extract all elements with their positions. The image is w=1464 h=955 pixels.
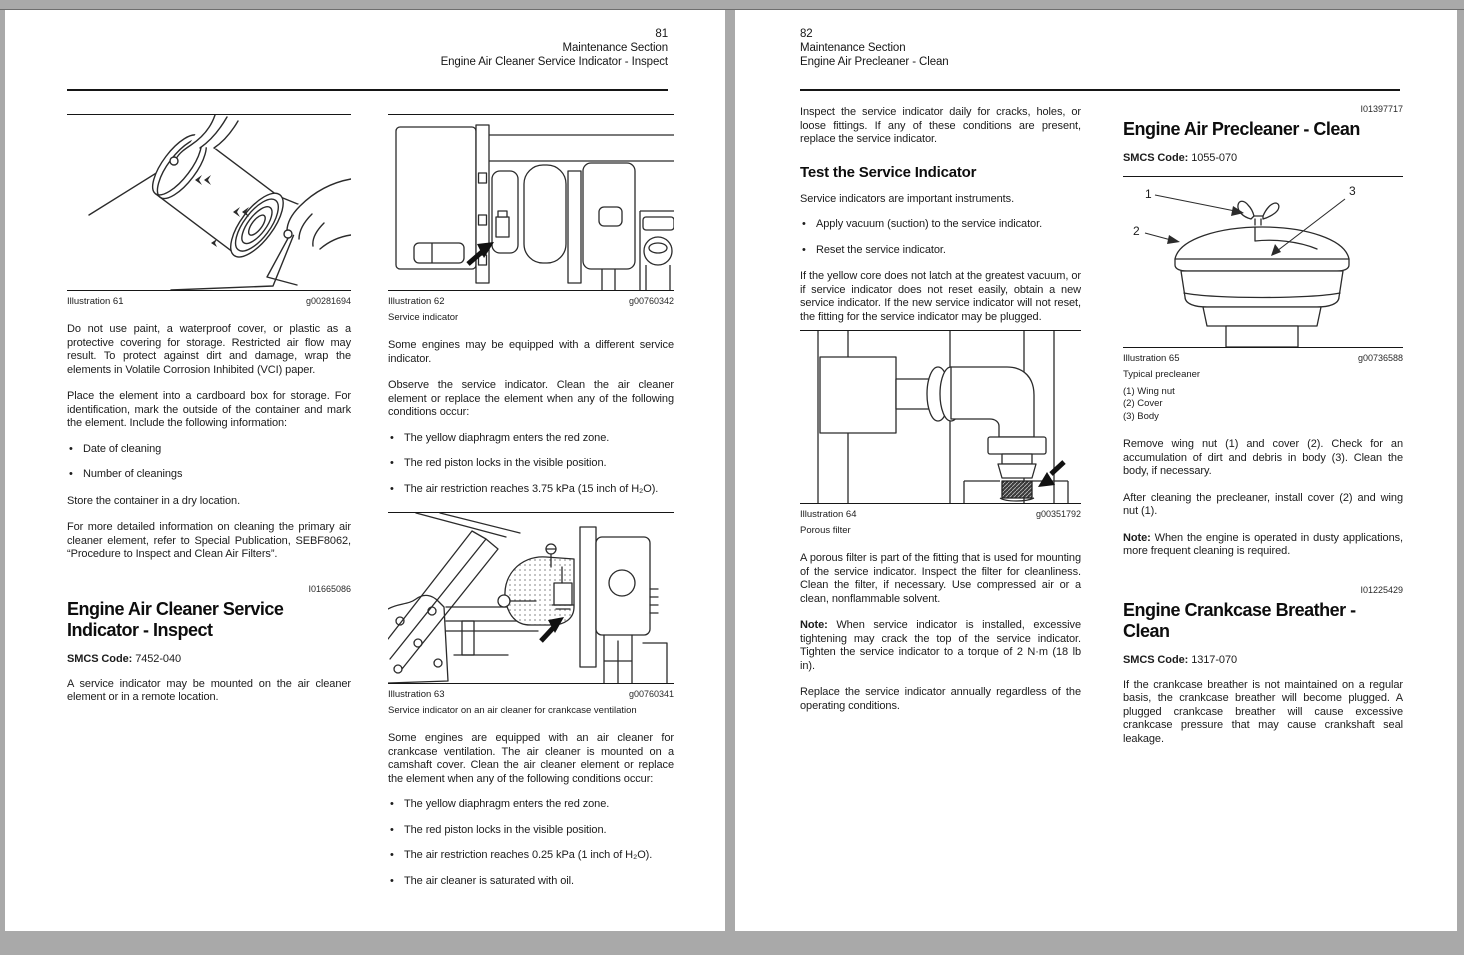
smcs-value: 1055-070 <box>1191 151 1238 164</box>
bullet-icon <box>388 483 404 497</box>
paragraph: Service indicators are important instruments. <box>800 192 1015 205</box>
figure-label: Illustration 65 <box>1123 352 1180 364</box>
figure-subcaption: Service indicator <box>388 312 459 323</box>
figure-65 <box>1123 176 1403 348</box>
engine-service-indicator-illustration <box>388 115 674 290</box>
list-item: • The yellow diaphragm enters the red zone. <box>388 432 674 446</box>
smcs-label: SMCS Code: <box>67 652 133 665</box>
bullet-icon <box>388 849 404 863</box>
figure-subcaption: Service indicator on an air cleaner for crankcase ventilation <box>388 705 637 716</box>
list-item: • Reset the service indicator. <box>800 244 1081 258</box>
paragraph: Place the element into a cardboard box for storage. For identification, mark the outside of the container and mark the element. Include the following information: <box>67 390 351 429</box>
paragraph: For more detailed information on cleaning the primary air cleaner element, refer to Special Publication, SEBF8062, “Procedure to Inspect and Clean Air Filters”. <box>67 521 351 560</box>
figure-label: Illustration 61 <box>67 296 124 307</box>
manual-page-82 <box>735 10 1457 931</box>
list-item: • The air restriction reaches 3.75 kPa (15 inch of H₂O). <box>388 483 674 497</box>
filter-wrap-illustration <box>67 115 351 290</box>
list-item: • The red piston locks in the visible position. <box>388 457 674 471</box>
smcs-code <box>67 653 351 665</box>
bullet-icon <box>800 244 816 258</box>
figure-legend <box>1123 386 1403 424</box>
legend-item: (2) Cover <box>1123 398 1163 409</box>
column-82-left <box>800 106 1081 713</box>
callout-2: 2 <box>1133 223 1140 238</box>
bullet-icon <box>388 798 404 812</box>
header-rule <box>800 89 1400 91</box>
figure-63 <box>388 512 674 684</box>
list-item: • The air cleaner is saturated with oil. <box>388 875 674 889</box>
service-indicator <box>496 217 509 237</box>
figure-label: Illustration 62 <box>388 296 445 307</box>
service-indicator <box>554 583 572 605</box>
figure-code: g00281694 <box>305 296 351 306</box>
figure-64-caption <box>800 508 1081 521</box>
paragraph: A service indicator may be mounted on the air cleaner element or in a remote location. <box>67 677 351 703</box>
subsection-heading: Test the Service Indicator <box>800 163 977 181</box>
document-id: I01397717 <box>1360 104 1403 114</box>
section-heading: Engine Crankcase Breather - Clean <box>1123 599 1356 641</box>
legend-item: (1) Wing nut <box>1123 385 1175 397</box>
figure-code: g00736588 <box>1357 352 1403 363</box>
pointer-arrow-icon <box>1038 462 1064 487</box>
list-item: • The air restriction reaches 0.25 kPa (1 inch of H₂O). <box>388 849 674 863</box>
page-header <box>67 27 668 69</box>
illustration-63-drawing <box>388 513 674 683</box>
figure-61 <box>67 114 351 291</box>
note-label: Note: <box>1123 531 1151 544</box>
page-number: 81 <box>655 28 668 40</box>
smcs-label: SMCS Code: <box>1123 151 1189 164</box>
smcs-value: 7452-040 <box>135 652 182 665</box>
header-section-title: Maintenance Section <box>800 42 906 54</box>
header-topic-title: Engine Air Cleaner Service Indicator - Inspect <box>440 56 668 68</box>
figure-code: g00351792 <box>1035 509 1081 519</box>
list-item: • The yellow diaphragm enters the red zone. <box>388 798 674 812</box>
manual-page-81 <box>5 10 725 931</box>
paragraph: Store the container in a dry location. <box>67 494 241 507</box>
precleaner-cover <box>1175 227 1349 271</box>
list-item: • The red piston locks in the visible position. <box>388 824 674 838</box>
figure-subcaption: Typical precleaner <box>1123 368 1201 380</box>
porous-filter-illustration <box>800 331 1081 503</box>
smcs-value: 1317-070 <box>1191 653 1238 666</box>
figure-label: Illustration 64 <box>800 509 857 520</box>
list-item: • Apply vacuum (suction) to the service indicator. <box>800 218 1081 232</box>
illustration-65-drawing <box>1123 177 1403 347</box>
figure-62-caption <box>388 295 674 308</box>
illustration-61-drawing <box>67 115 351 290</box>
column-81-right <box>388 114 674 888</box>
paragraph: Some engines are equipped with an air cleaner for crankcase ventilation. The air cleaner is mounted on a camshaft cover. Clean the air cleaner element or replace the element when any of the following conditions occur: <box>388 732 674 785</box>
paragraph: Some engines may be equipped with a different service indicator. <box>388 339 674 365</box>
figure-label: Illustration 63 <box>388 689 445 700</box>
bullet-icon <box>388 824 404 838</box>
elbow-fitting <box>951 367 1034 437</box>
figure-62 <box>388 114 674 291</box>
paragraph: Remove wing nut (1) and cover (2). Check for an accumulation of dirt and debris in body (3). Clean the body, if necessary. <box>1123 438 1403 477</box>
paragraph: After cleaning the precleaner, install cover (2) and wing nut (1). <box>1123 491 1403 517</box>
page-number: 82 <box>800 28 813 40</box>
figure-code: g00760341 <box>628 689 674 699</box>
figure-code: g00760342 <box>628 296 674 306</box>
header-rule <box>67 89 668 91</box>
paragraph: Replace the service indicator annually regardless of the operating conditions. <box>800 686 1081 712</box>
header-section-title: Maintenance Section <box>562 42 668 54</box>
bullet-icon <box>388 875 404 889</box>
precleaner-illustration <box>1123 177 1403 347</box>
list-item: • Number of cleanings <box>67 468 351 482</box>
column-81-left <box>67 114 351 705</box>
smcs-code <box>1123 152 1403 164</box>
document-id: I01665086 <box>308 583 351 594</box>
bullet-icon <box>388 432 404 446</box>
paragraph: Inspect the service indicator daily for cracks, holes, or loose fittings. If any of these conditions are present, replace the service indicator. <box>800 106 1081 145</box>
paragraph: Do not use paint, a waterproof cover, or plastic as a protective covering for storage. Restricted air flow may result. To protect against dirt and damage, wrap the elements in Volatile Corrosion Inhibited (VCI) paper. <box>67 323 351 376</box>
bullet-icon <box>67 468 83 482</box>
note-paragraph: Note: When the engine is operated in dusty applications, more frequent cleaning is required. <box>1123 531 1404 557</box>
smcs-label: SMCS Code: <box>1123 653 1189 666</box>
smcs-code <box>1123 654 1403 666</box>
figure-61-caption <box>67 295 351 308</box>
porous-filter <box>1002 481 1032 498</box>
figure-63-caption <box>388 688 674 701</box>
paragraph: If the yellow core does not latch at the greatest vacuum, or if service indicator does not reset easily, obtain a new service indicator. If the new service indicator will not reset, the fitting for the service indicator may be plugged. <box>800 270 1081 323</box>
figure-65-caption <box>1123 352 1403 365</box>
paragraph: If the crankcase breather is not maintained on a regular basis, the crankcase breather will become plugged. A plugged crankcase breather will cause excessive crankcase pressure that may cause crankshaft seal leakage. <box>1123 678 1403 745</box>
section-heading: Engine Air Cleaner Service Indicator - Inspect <box>67 598 284 640</box>
right-hand <box>284 177 351 251</box>
list-item: • Date of cleaning <box>67 443 351 457</box>
crankcase-ventilation-illustration <box>388 513 674 683</box>
note-label: Note: <box>800 619 828 631</box>
wing-nut <box>1238 201 1279 225</box>
page-header <box>800 27 1400 69</box>
paragraph: Observe the service indicator. Clean the air cleaner element or replace the element when any of the following conditions occur: <box>388 379 674 418</box>
paragraph: A porous filter is part of the fitting that is used for mounting of the service indicator. Inspect the filter for cleanliness. Clean the filter, if necessary. Use compressed air or a clean, nonflammable solvent. <box>800 552 1081 605</box>
illustration-62-drawing <box>388 115 674 290</box>
header-topic-title: Engine Air Precleaner - Clean <box>800 56 949 68</box>
figure-64 <box>800 330 1081 504</box>
note-paragraph: Note: When service indicator is installed, excessive tightening may crack the top of the service indicator. Tighten the service indicator to a torque of 2 N·m (18 lb in). <box>800 619 1081 672</box>
bullet-icon <box>67 443 83 457</box>
section-heading: Engine Air Precleaner - Clean <box>1123 119 1360 139</box>
column-82-right <box>1123 104 1403 746</box>
bullet-icon <box>800 218 816 232</box>
bullet-icon <box>388 457 404 471</box>
legend-item: (3) Body <box>1123 410 1159 422</box>
callout-3: 3 <box>1349 183 1356 198</box>
callout-1: 1 <box>1145 186 1152 201</box>
viewer-top-edge <box>0 0 1464 10</box>
document-id: I01225429 <box>1360 584 1403 595</box>
figure-subcaption: Porous filter <box>800 525 851 536</box>
precleaner-body <box>1181 271 1343 347</box>
illustration-64-drawing <box>800 331 1081 503</box>
